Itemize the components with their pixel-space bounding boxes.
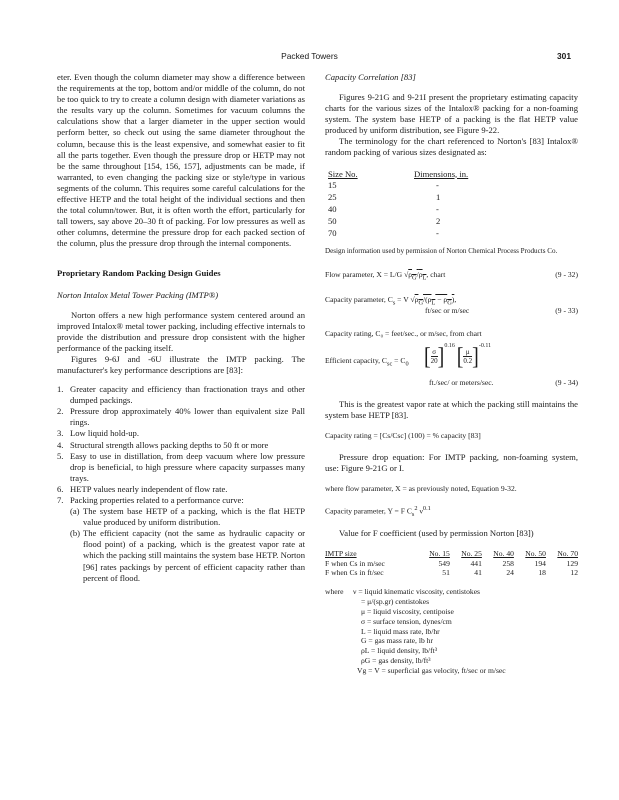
equation-9-34-units: ft./sec/ or meters/sec. (9 - 34): [429, 377, 578, 387]
page-header: [0, 51, 619, 63]
paragraph: Pressure drop equation: For IMTP packing, non-foaming system, use: Figure 9-21G or I.: [325, 452, 578, 474]
capacity-rating-formula: Capacity rating = [Cs/Csc] (100) = % capacity [83]: [325, 431, 481, 441]
list-item: 1. Greater capacity and efficiency than fractionation trays and other dumped packings.: [57, 384, 305, 406]
equation-9-33: Capacity parameter, $C_s = V$ $√\rho_G/(\rho_L - \rho_G)$,: [325, 294, 457, 307]
table-row: 25 1: [328, 191, 441, 202]
list-item: 2. Pressure drop approximately 40% lower than equivalent size Pall rings.: [57, 406, 305, 428]
table-row: 15 -: [328, 179, 439, 190]
paragraph: Figures 9-21G and 9-21I present the proprietary estimating capacity charts for the various sizes of the Intalox® packing for a non-foaming system. The system base HETP of a packing is the flat HETP value produced by uniform distribution, see Figure 9-22.: [325, 92, 578, 136]
definition: Vg = V = superficial gas velocity, ft/sec or m/sec: [357, 665, 506, 675]
running-title: Packed Towers: [281, 51, 338, 61]
paragraph: eter. Even though the column diameter may show a difference between the requirements at the top, bottom and/or middle of the column, do not be too quick to try to create a column design with diameter variations as the results vary up the column. Sometimes for vacuum columns the calculations show that a larger diameter in the upper section would perform better, so check out using the same diameter throughout the column, because this is the least expensive, and somewhat easier to fit all the parts together. Even though the pressure drop or HETP may not be the same throughout [154, 156, 157], adjustments can be made, if warranted, to even changing the packing size or style/type in various segments of the column. This requires some careful calculations for the effective HETP and the total height of the individual sections and then the total column/tower. But, it is often worth the effort, particularly for tall towers, say above 20–30 ft of packing. For low pressures as well as other columns, determine the pressure drop for each packed section of the column, plus the pressure drop through the internal components.: [57, 72, 305, 249]
list-item: 6. HETP values nearly independent of flow rate.: [57, 483, 228, 494]
equation-9-33-units: ft/sec or m/sec (9 - 33): [425, 305, 578, 315]
table-row: 70 -: [328, 227, 439, 238]
table-row: F when Cs in ft/sec 51 41 24 18 12: [325, 568, 578, 578]
definition: μ = liquid viscosity, centipoise: [361, 607, 454, 617]
capacity-parameter-y: Capacity parameter, Y = F $C_s^2$ $\nu^{0.1}$: [325, 505, 431, 519]
page-number: 301: [557, 51, 571, 61]
performance-list: [57, 384, 305, 584]
sub-list-item: (b) The efficient capacity (not the same as hydraulic capacity or flood point) of a packing, which is the greatest vapor rate at which the packing still maintains the system base HETP. Norton [96] rates packings by percent of efficient capacity rather than percent of flood.: [70, 528, 305, 583]
dimensions-header: Dimensions, in.: [414, 168, 469, 179]
definitions-block: where ν = liquid kinematic viscosity, centistokes = μ/(sp.gr) centistokes μ = liquid viscosity, centipoise σ = surface tension, dynes/cm L = liquid mass rate, lb/hr G = gas mass rate, lb hr ρL = liquid density, lb/ft³ ρG = gas density, lb/ft³ Vg = V = superficial gas velocity, ft/sec or m/sec: [325, 587, 578, 675]
f-coefficient-title: Value for F coefficient (used by permission Norton [83]): [339, 528, 534, 539]
definition: ρG = gas density, lb/ft³: [361, 656, 431, 666]
paragraph: The terminology for the chart referenced to Norton's [83] Intalox® random packing of various sizes designated as:: [325, 136, 578, 158]
list-item: 7. Packing properties related to a performance curve: (a) The system base HETP of a packing, which is the flat HETP value produced by uniform distribution. (b) The efficient capacity (not the same as hydraulic capacity or flood point) of a packing, which is the greatest vapor rate at which the packing still maintains the system base HETP. Norton [96] rates packings by percent of efficient capacity rather than percent of flood.: [57, 495, 305, 583]
credit-note: Design information used by permission of Norton Chemical Process Products Co.: [325, 246, 558, 255]
paragraph: Figures 9-6J and -6U illustrate the IMTP packing. The manufacturer's key performance descriptions are [83]:: [57, 353, 305, 375]
equation-9-32: Flow parameter, X = L/G $√\rho_G/\rho_L$, chart (9 - 32): [325, 269, 578, 282]
subsection-heading: Capacity Correlation [83]: [325, 72, 416, 82]
table-row: 50 2: [328, 215, 441, 226]
list-item: 3. Low liquid hold-up.: [57, 428, 139, 439]
definition: = μ/(sp.gr) centistokes: [361, 597, 430, 607]
section-heading: Proprietary Random Packing Design Guides: [57, 267, 221, 278]
definition: L = liquid mass rate, lb/hr: [361, 626, 440, 636]
table-row: 40 -: [328, 203, 439, 214]
size-table: [328, 169, 504, 239]
capacity-rating-eq: Capacity rating, C₀ = feet/sec., or m/sec, from chart: [325, 328, 482, 338]
f-coefficient-table: IMTP size No. 15 No. 25 No. 40 No. 50 No. 70 F when Cs in m/sec 549 441 258 194 129 F when Cs in ft/sec 51 41 24 18 12: [325, 549, 578, 578]
flow-parameter-note: where flow parameter, X = as previously noted, Equation 9-32.: [325, 484, 517, 494]
table-row: F when Cs in m/sec 549 441 258 194 129: [325, 559, 578, 569]
paragraph: This is the greatest vapor rate at which the packing still maintains the system base HETP [83].: [325, 398, 578, 421]
paragraph: Norton offers a new high performance system centered around an improved Intalox® metal tower packing, including effective internals to provide the distribution and pressure drop consistent with the higher performance of the packing itself.: [57, 309, 305, 353]
definition: σ = surface tension, dynes/cm: [361, 616, 452, 626]
equation-9-34: Efficient capacity, $C_{sc} = C_0$ [ $\frac{\sigma}{20}]^{0.16}$ [ $\frac{\mu}{0.2}]^{-0.11}$: [325, 343, 492, 371]
definition: ρL = liquid density, lb/ft³: [361, 646, 438, 656]
definition: G = gas mass rate, lb hr: [361, 636, 433, 646]
size-header: Size No.: [328, 168, 358, 179]
definition: ν = liquid kinematic viscosity, centistokes: [353, 587, 481, 597]
list-item: 5. Easy to use in distillation, from deep vacuum where low pressure drop is beneficial, to high pressure where capacity surpasses many trays.: [57, 450, 305, 483]
subsection-heading: Norton Intalox Metal Tower Packing (IMTP®): [57, 289, 219, 300]
right-column: [325, 72, 578, 676]
sub-list-item: (a) The system base HETP of a packing, which is the flat HETP value produced by uniform distribution.: [70, 506, 305, 528]
list-item: 4. Structural strength allows packing depths to 50 ft or more: [57, 439, 269, 450]
left-column: [57, 72, 305, 584]
